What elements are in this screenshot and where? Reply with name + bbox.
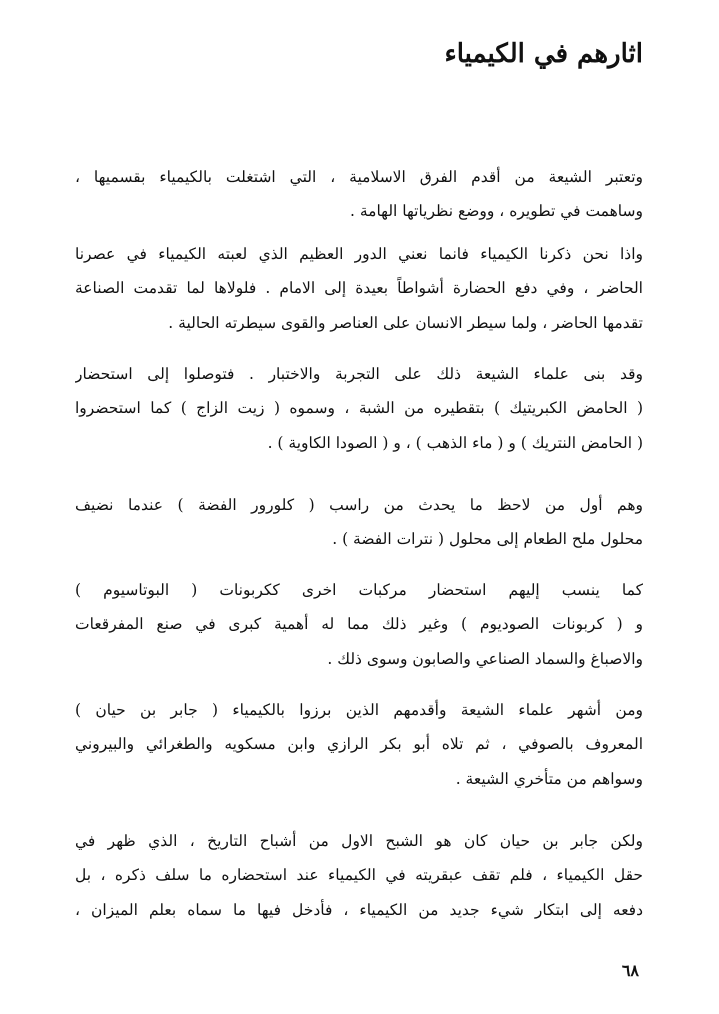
- text-line: تقدمها الحاضر ، ولما سيطر الانسان على العناصر والقوى سيطرته الحالية .: [168, 313, 643, 332]
- text-line: وتعتبر الشيعة من أقدم الفرق الاسلامية ، التي اشتغلت بالكيمياء بقسميها ،: [75, 168, 643, 186]
- paragraph-4: [75, 488, 643, 557]
- page-title: اثارهم في الكيمياء: [444, 39, 643, 69]
- paragraph-3: [75, 357, 643, 460]
- text-line: و ( كربونات الصوديوم ) وغير ذلك مما له أهمية كبرى في صنع المفرقعات: [75, 615, 643, 634]
- text-line: وسواهم من متأخري الشيعة .: [455, 769, 643, 788]
- text-line: المعروف بالصوفي ، ثم تلاه أبو بكر الرازي وابن مسكويه والطغرائي والبيروني: [75, 735, 643, 754]
- page-number: ٦٨: [621, 961, 639, 980]
- text-line: وهم أول من لاحظ ما يحدث من راسب ( كلورور الفضة ) عندما نضيف: [75, 496, 643, 514]
- text-line: كما ينسب إليهم استحضار مركبات اخرى ككربونات ( البوتاسيوم ): [75, 581, 643, 599]
- text-line: ولكن جابر بن حيان كان هو الشبح الاول من أشباح التاريخ ، الذي ظهر في: [75, 832, 643, 850]
- text-line: محلول ملح الطعام إلى محلول ( نترات الفضة ) .: [332, 530, 643, 549]
- paragraph-7: [75, 824, 643, 927]
- text-line: واذا نحن ذكرنا الكيمياء فانما نعني الدور العظيم الذي لعبته الكيمياء في عصرنا: [75, 245, 643, 263]
- paragraph-2: [75, 237, 643, 340]
- text-line: ( الحامض النتريك ) و ( ماء الذهب ) ، و ( الصودا الكاوية ) .: [267, 433, 643, 452]
- paragraph-5: [75, 573, 643, 676]
- text-line: وقد بنى علماء الشيعة ذلك على التجربة والاختبار . فتوصلوا إلى استحضار: [75, 365, 643, 383]
- text-line: دفعه إلى ابتكار شيء جديد من الكيمياء ، فأدخل فيها ما سماه بعلم الميزان ،: [75, 900, 643, 919]
- text-line: ( الحامض الكبريتيك ) بتقطيره من الشبة ، وسموه ( زيت الزاج ) كما استحضروا: [75, 399, 643, 418]
- text-line: الحاضر ، وفي دفع الحضارة أشواطاً بعيدة إلى الامام . فلولاها لما تقدمت الصناعة: [75, 279, 643, 298]
- text-line: حقل الكيمياء ، فلم تقف عبقريته في الكيمياء عند استحضاره ما سلف ذكره ، بل: [75, 866, 643, 885]
- text-line: ومن أشهر علماء الشيعة وأقدمهم الذين برزوا بالكيمياء ( جابر بن حيان ): [75, 701, 643, 719]
- text-line: وساهمت في تطويره ، ووضع نظرياتها الهامة .: [349, 202, 643, 221]
- paragraph-6: [75, 693, 643, 796]
- text-line: والاصباغ والسماد الصناعي والصابون وسوى ذلك .: [327, 649, 643, 668]
- paragraph-1: [75, 160, 643, 229]
